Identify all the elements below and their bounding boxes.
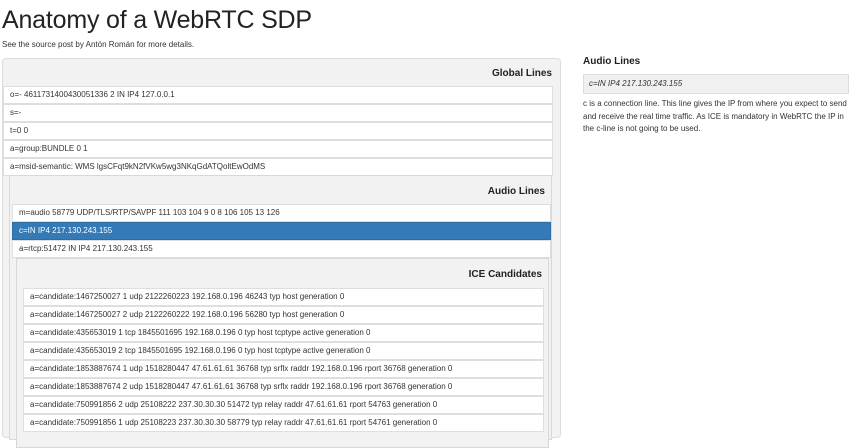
- ice-candidates-section: [16, 258, 549, 448]
- audio-lines-heading: Audio Lines: [487, 186, 545, 197]
- ice-candidate-line[interactable]: a=candidate:750991856 1 udp 25108223 237.30.30.30 58779 typ relay raddr 47.61.61.61 rport 54761 generation 0: [23, 414, 544, 432]
- audio-line-selected[interactable]: c=IN IP4 217.130.243.155: [12, 222, 551, 240]
- ice-candidates-heading: ICE Candidates: [468, 269, 542, 280]
- global-line[interactable]: s=-: [3, 104, 553, 122]
- global-line[interactable]: a=group:BUNDLE 0 1: [3, 140, 553, 158]
- audio-line[interactable]: a=rtcp:51472 IN IP4 217.130.243.155: [12, 240, 551, 258]
- ice-candidate-line[interactable]: a=candidate:435653019 1 tcp 1845501695 192.168.0.196 0 typ host tcptype active generation 0: [23, 324, 544, 342]
- detail-selected-line: c=IN IP4 217.130.243.155: [583, 74, 849, 94]
- global-line[interactable]: a=msid-semantic: WMS lgsCFqt9kN2fVKw5wg3NKqGdATQoltEwOdMS: [3, 158, 553, 176]
- ice-candidate-line[interactable]: a=candidate:1467250027 2 udp 2122260222 192.168.0.196 56280 typ host generation 0: [23, 306, 544, 324]
- ice-candidate-line[interactable]: a=candidate:435653019 2 tcp 1845501695 192.168.0.196 0 typ host tcptype active generation 0: [23, 342, 544, 360]
- detail-heading: Audio Lines: [583, 56, 641, 67]
- global-lines-heading: Global Lines: [491, 68, 552, 79]
- global-line[interactable]: t=0 0: [3, 122, 553, 140]
- ice-candidate-line[interactable]: a=candidate:1853887674 1 udp 1518280447 47.61.61.61 36768 typ srflx raddr 192.168.0.196 rport 36768 generation 0: [23, 360, 544, 378]
- ice-candidate-line[interactable]: a=candidate:750991856 2 udp 25108222 237.30.30.30 51472 typ relay raddr 47.61.61.61 rport 54763 generation 0: [23, 396, 544, 414]
- global-line[interactable]: o=- 4611731400430051336 2 IN IP4 127.0.0.1: [3, 86, 553, 104]
- ice-candidate-line[interactable]: a=candidate:1467250027 1 udp 2122260223 192.168.0.196 46243 typ host generation 0: [23, 288, 544, 306]
- audio-section: [9, 175, 552, 440]
- ice-candidate-line[interactable]: a=candidate:1853887674 2 udp 1518280447 47.61.61.61 36768 typ srflx raddr 192.168.0.196 rport 36768 generation 0: [23, 378, 544, 396]
- audio-line[interactable]: m=audio 58779 UDP/TLS/RTP/SAVPF 111 103 104 9 0 8 106 105 13 126: [12, 204, 551, 222]
- page-title: Anatomy of a WebRTC SDP: [2, 6, 312, 34]
- detail-description: c is a connection line. This line gives the IP from where you expect to send and receive the real time traffic. As ICE is mandatory in WebRTC the IP in the c-line is not going to be used.: [583, 99, 847, 133]
- source-note: See the source post by Antón Román for more details.: [2, 40, 195, 49]
- sdp-panel: [2, 58, 561, 438]
